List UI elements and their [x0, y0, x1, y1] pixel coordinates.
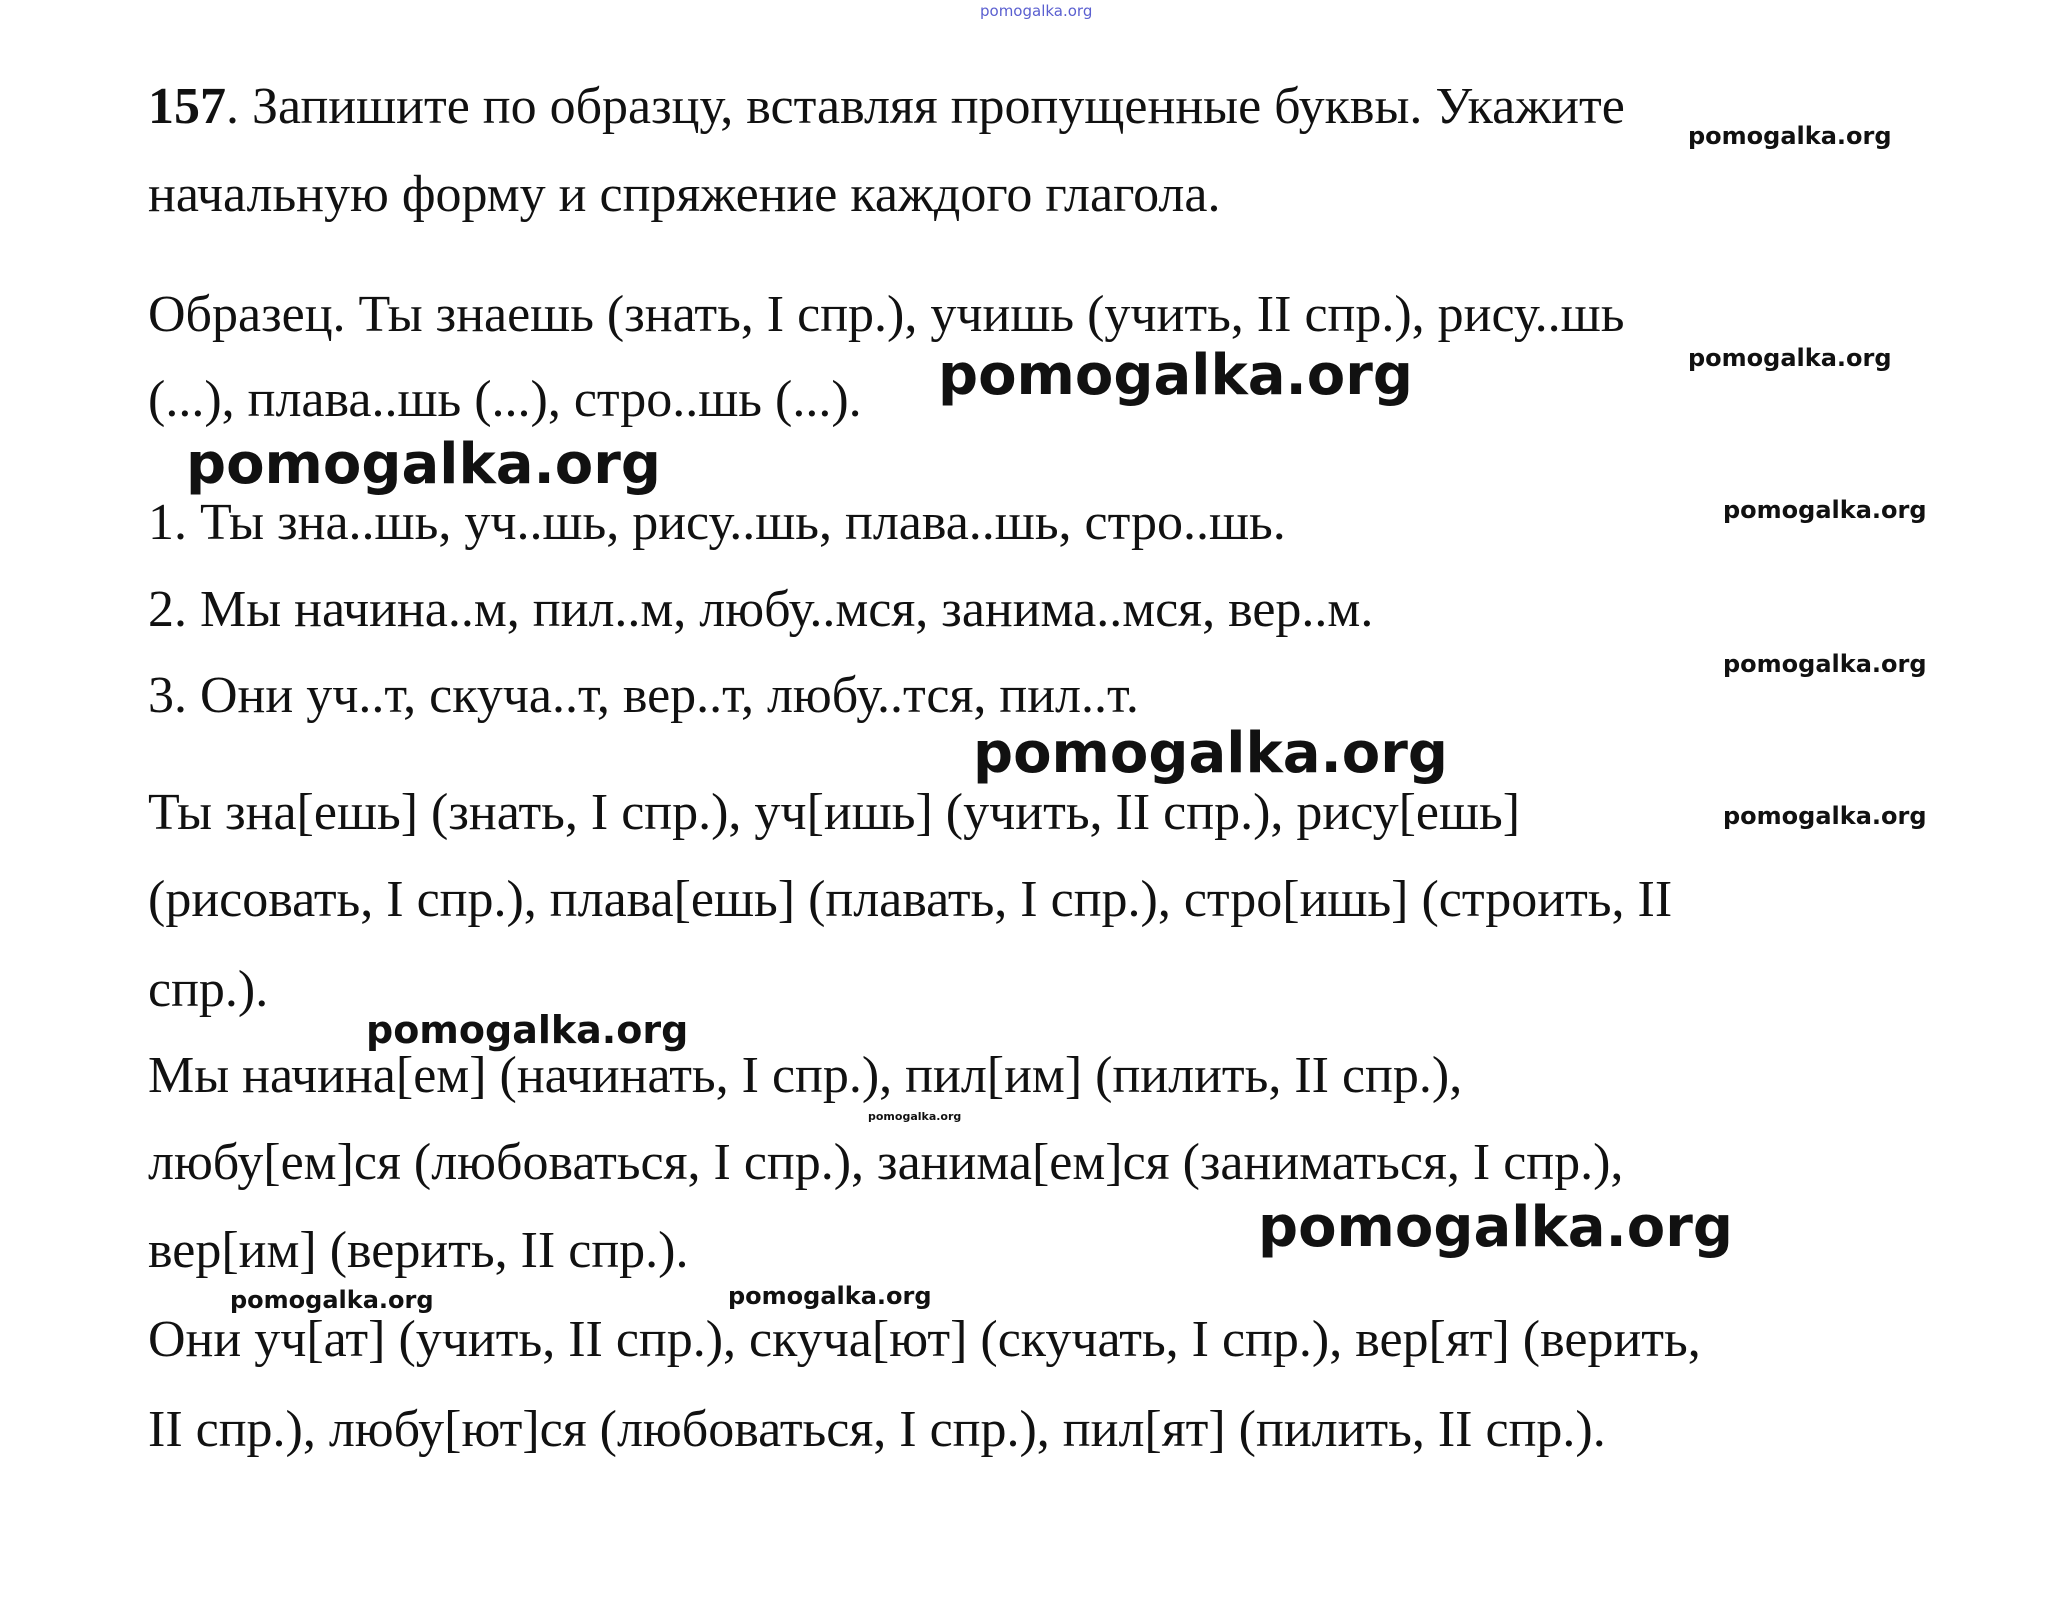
exercise-1: 1. Ты зна..шь, уч..шь, рису..шь, плава..шь, стро..шь.: [148, 494, 1286, 551]
answer-line-1: Ты зна[ешь] (знать, I спр.), уч[ишь] (учить, II спр.), рису[ешь]: [148, 784, 1521, 841]
watermark: pomogalka.org: [1258, 1195, 1733, 1260]
task-instruction-part-1: . Запишите по образцу, вставляя пропущенные буквы. Укажите: [226, 78, 1625, 135]
watermark: pomogalka.org: [366, 1008, 689, 1052]
watermark: pomogalka.org: [938, 343, 1413, 408]
task-number: 157: [148, 78, 226, 135]
watermark-top: pomogalka.org: [980, 2, 1093, 20]
answer-line-7: Они уч[ат] (учить, II спр.), скуча[ют] (скучать, I спр.), вер[ят] (верить,: [148, 1311, 1701, 1368]
watermark: pomogalka.org: [1723, 650, 1927, 678]
watermark: pomogalka.org: [868, 1110, 962, 1123]
watermark: pomogalka.org: [1723, 496, 1927, 524]
exercise-3: 3. Они уч..т, скуча..т, вер..т, любу..тся, пил..т.: [148, 667, 1139, 724]
answer-line-6: вер[им] (верить, II спр.).: [148, 1222, 689, 1279]
watermark: pomogalka.org: [1723, 802, 1927, 830]
watermark: pomogalka.org: [186, 432, 661, 497]
sample-line-1: Образец. Ты знаешь (знать, I спр.), учишь (учить, II спр.), рису..шь: [148, 286, 1625, 343]
task-heading-line-2: начальную форму и спряжение каждого глагола.: [148, 166, 1221, 223]
answer-line-4: Мы начина[ем] (начинать, I спр.), пил[им] (пилить, II спр.),: [148, 1047, 1463, 1104]
answer-line-5: любу[ем]ся (любоваться, I спр.), занима[ем]ся (заниматься, I спр.),: [148, 1134, 1624, 1191]
watermark: pomogalka.org: [973, 721, 1448, 786]
answer-line-2: (рисовать, I спр.), плава[ешь] (плавать, I спр.), стро[ишь] (строить, II: [148, 871, 1673, 928]
watermark: pomogalka.org: [1688, 344, 1892, 372]
exercise-2: 2. Мы начина..м, пил..м, любу..мся, занима..мся, вер..м.: [148, 581, 1374, 638]
watermark: pomogalka.org: [230, 1286, 434, 1314]
answer-line-8: II спр.), любу[ют]ся (любоваться, I спр.), пил[ят] (пилить, II спр.).: [148, 1401, 1606, 1458]
task-heading-line-1: [148, 77, 1625, 137]
answer-line-3: спр.).: [148, 961, 269, 1018]
watermark: pomogalka.org: [728, 1282, 932, 1310]
sample-line-2: (...), плава..шь (...), стро..шь (...).: [148, 371, 862, 428]
watermark: pomogalka.org: [1688, 122, 1892, 150]
